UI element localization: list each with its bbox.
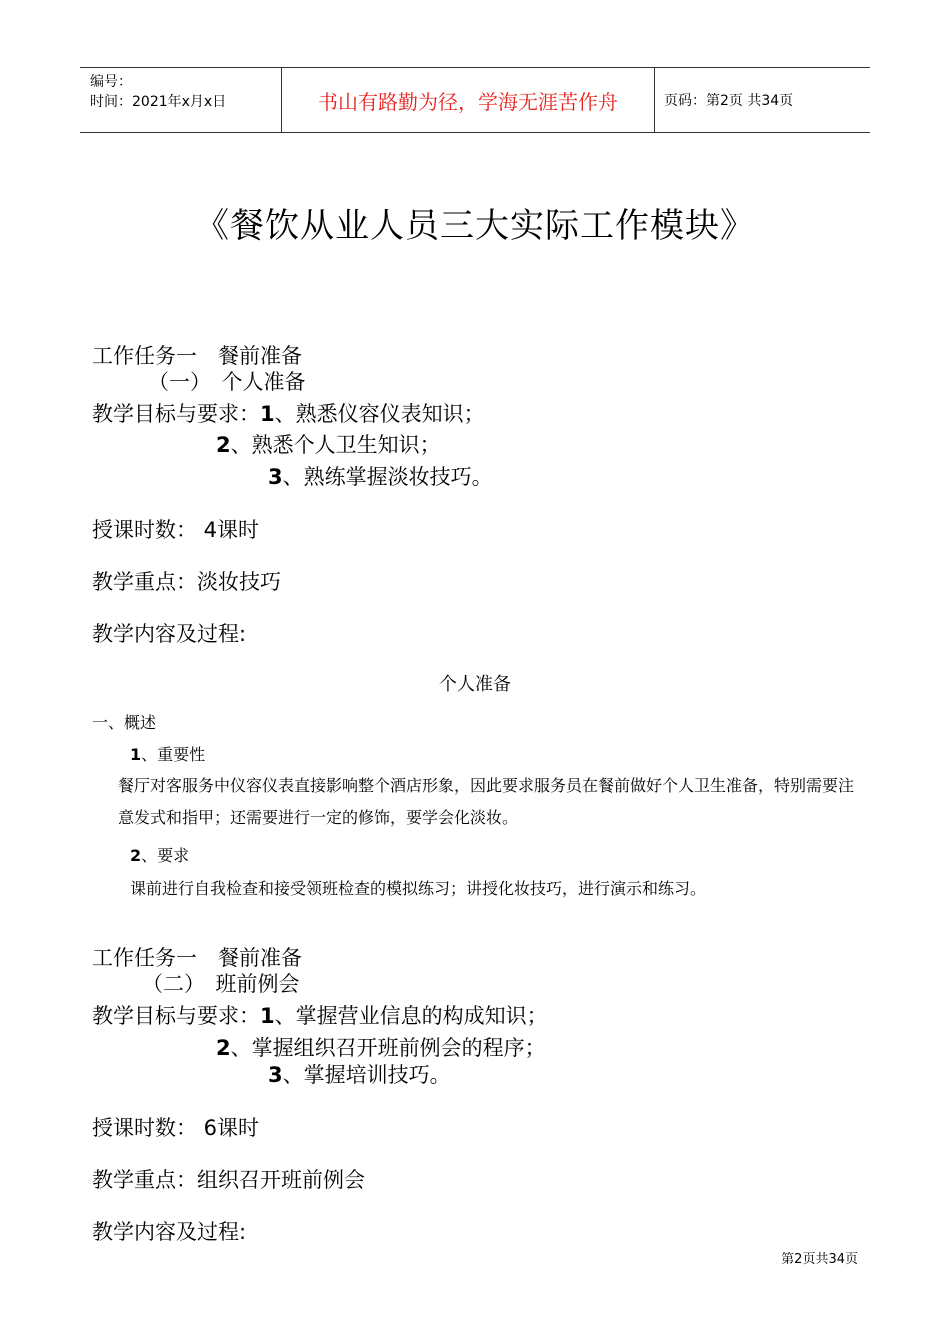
goal-text: 、掌握组织召开班前例会的程序； — [230, 1036, 546, 1060]
page-footer: 第2页共34页 — [781, 1252, 858, 1267]
goals-label: 教学目标与要求： — [92, 402, 260, 426]
goal-number: 3 — [268, 465, 283, 489]
section1-goal2 — [216, 429, 441, 459]
section1-hours: 授课时数： 4课时 — [92, 518, 260, 542]
requirement-heading — [130, 843, 189, 866]
section2-goal2 — [216, 1032, 546, 1062]
section2-task: 工作任务一 餐前准备 — [92, 946, 302, 970]
goal-text: 、熟悉个人卫生知识； — [230, 433, 441, 457]
importance-paragraph — [92, 770, 862, 834]
section2-content-label: 教学内容及过程: — [92, 1220, 247, 1244]
goal-number: 3 — [268, 1063, 283, 1087]
document-title: 《餐饮从业人员三大实际工作模块》 — [195, 206, 755, 246]
requirement-text: 课前进行自我检查和接受领班检查的模拟练习；讲授化妆技巧，进行演示和练习。 — [130, 879, 707, 898]
item-text: 、重要性 — [141, 745, 206, 764]
section1-focus: 教学重点：淡妆技巧 — [92, 570, 281, 594]
item-number: 2 — [130, 846, 142, 865]
goal-number: 2 — [216, 433, 231, 457]
section2-hours: 授课时数： 6课时 — [92, 1116, 260, 1140]
section2-subtitle: （二） 班前例会 — [142, 972, 300, 996]
header-page-info: 页码：第2页 共34页 — [664, 93, 794, 109]
goal-text: 、掌握营业信息的构成知识； — [274, 1004, 548, 1028]
goal-number: 1 — [260, 402, 275, 426]
goal-text: 、熟悉仪容仪表知识； — [274, 402, 485, 426]
center-heading: 个人准备 — [439, 674, 511, 695]
item-text: 、要求 — [141, 846, 190, 865]
section2-goals — [92, 1000, 548, 1030]
header-divider — [654, 68, 655, 132]
header-meta — [90, 72, 226, 112]
section1-goal3 — [268, 461, 493, 491]
paragraph-text: 餐厅对客服务中仪容仪表直接影响整个酒店形象，因此要求服务员在餐前做好个人卫生准备，特别需要注意发式和指甲；还需要进行一定的修饰，要学会化淡妆。 — [118, 776, 855, 827]
importance-heading — [130, 742, 205, 765]
goals-label: 教学目标与要求： — [92, 1004, 260, 1028]
item-number: 1 — [130, 745, 142, 764]
header-motto: 书山有路勤为径，学海无涯苦作舟 — [318, 89, 618, 114]
section1-subtitle: （一） 个人准备 — [148, 370, 306, 394]
goal-number: 1 — [260, 1004, 275, 1028]
goal-text: 、掌握培训技巧。 — [282, 1063, 451, 1087]
section1-task: 工作任务一 餐前准备 — [92, 344, 302, 368]
section1-content-label: 教学内容及过程: — [92, 622, 247, 646]
time-label: 时间：2021年x月x日 — [90, 94, 227, 110]
goal-text: 、熟练掌握淡妆技巧。 — [282, 465, 493, 489]
number-label: 编号： — [90, 74, 132, 90]
goal-number: 2 — [216, 1036, 231, 1060]
page-header — [80, 67, 870, 133]
overview-heading: 一、概述 — [92, 713, 157, 732]
section2-goal3 — [268, 1059, 451, 1089]
section1-goals — [92, 398, 485, 428]
section2-focus: 教学重点：组织召开班前例会 — [92, 1168, 365, 1192]
